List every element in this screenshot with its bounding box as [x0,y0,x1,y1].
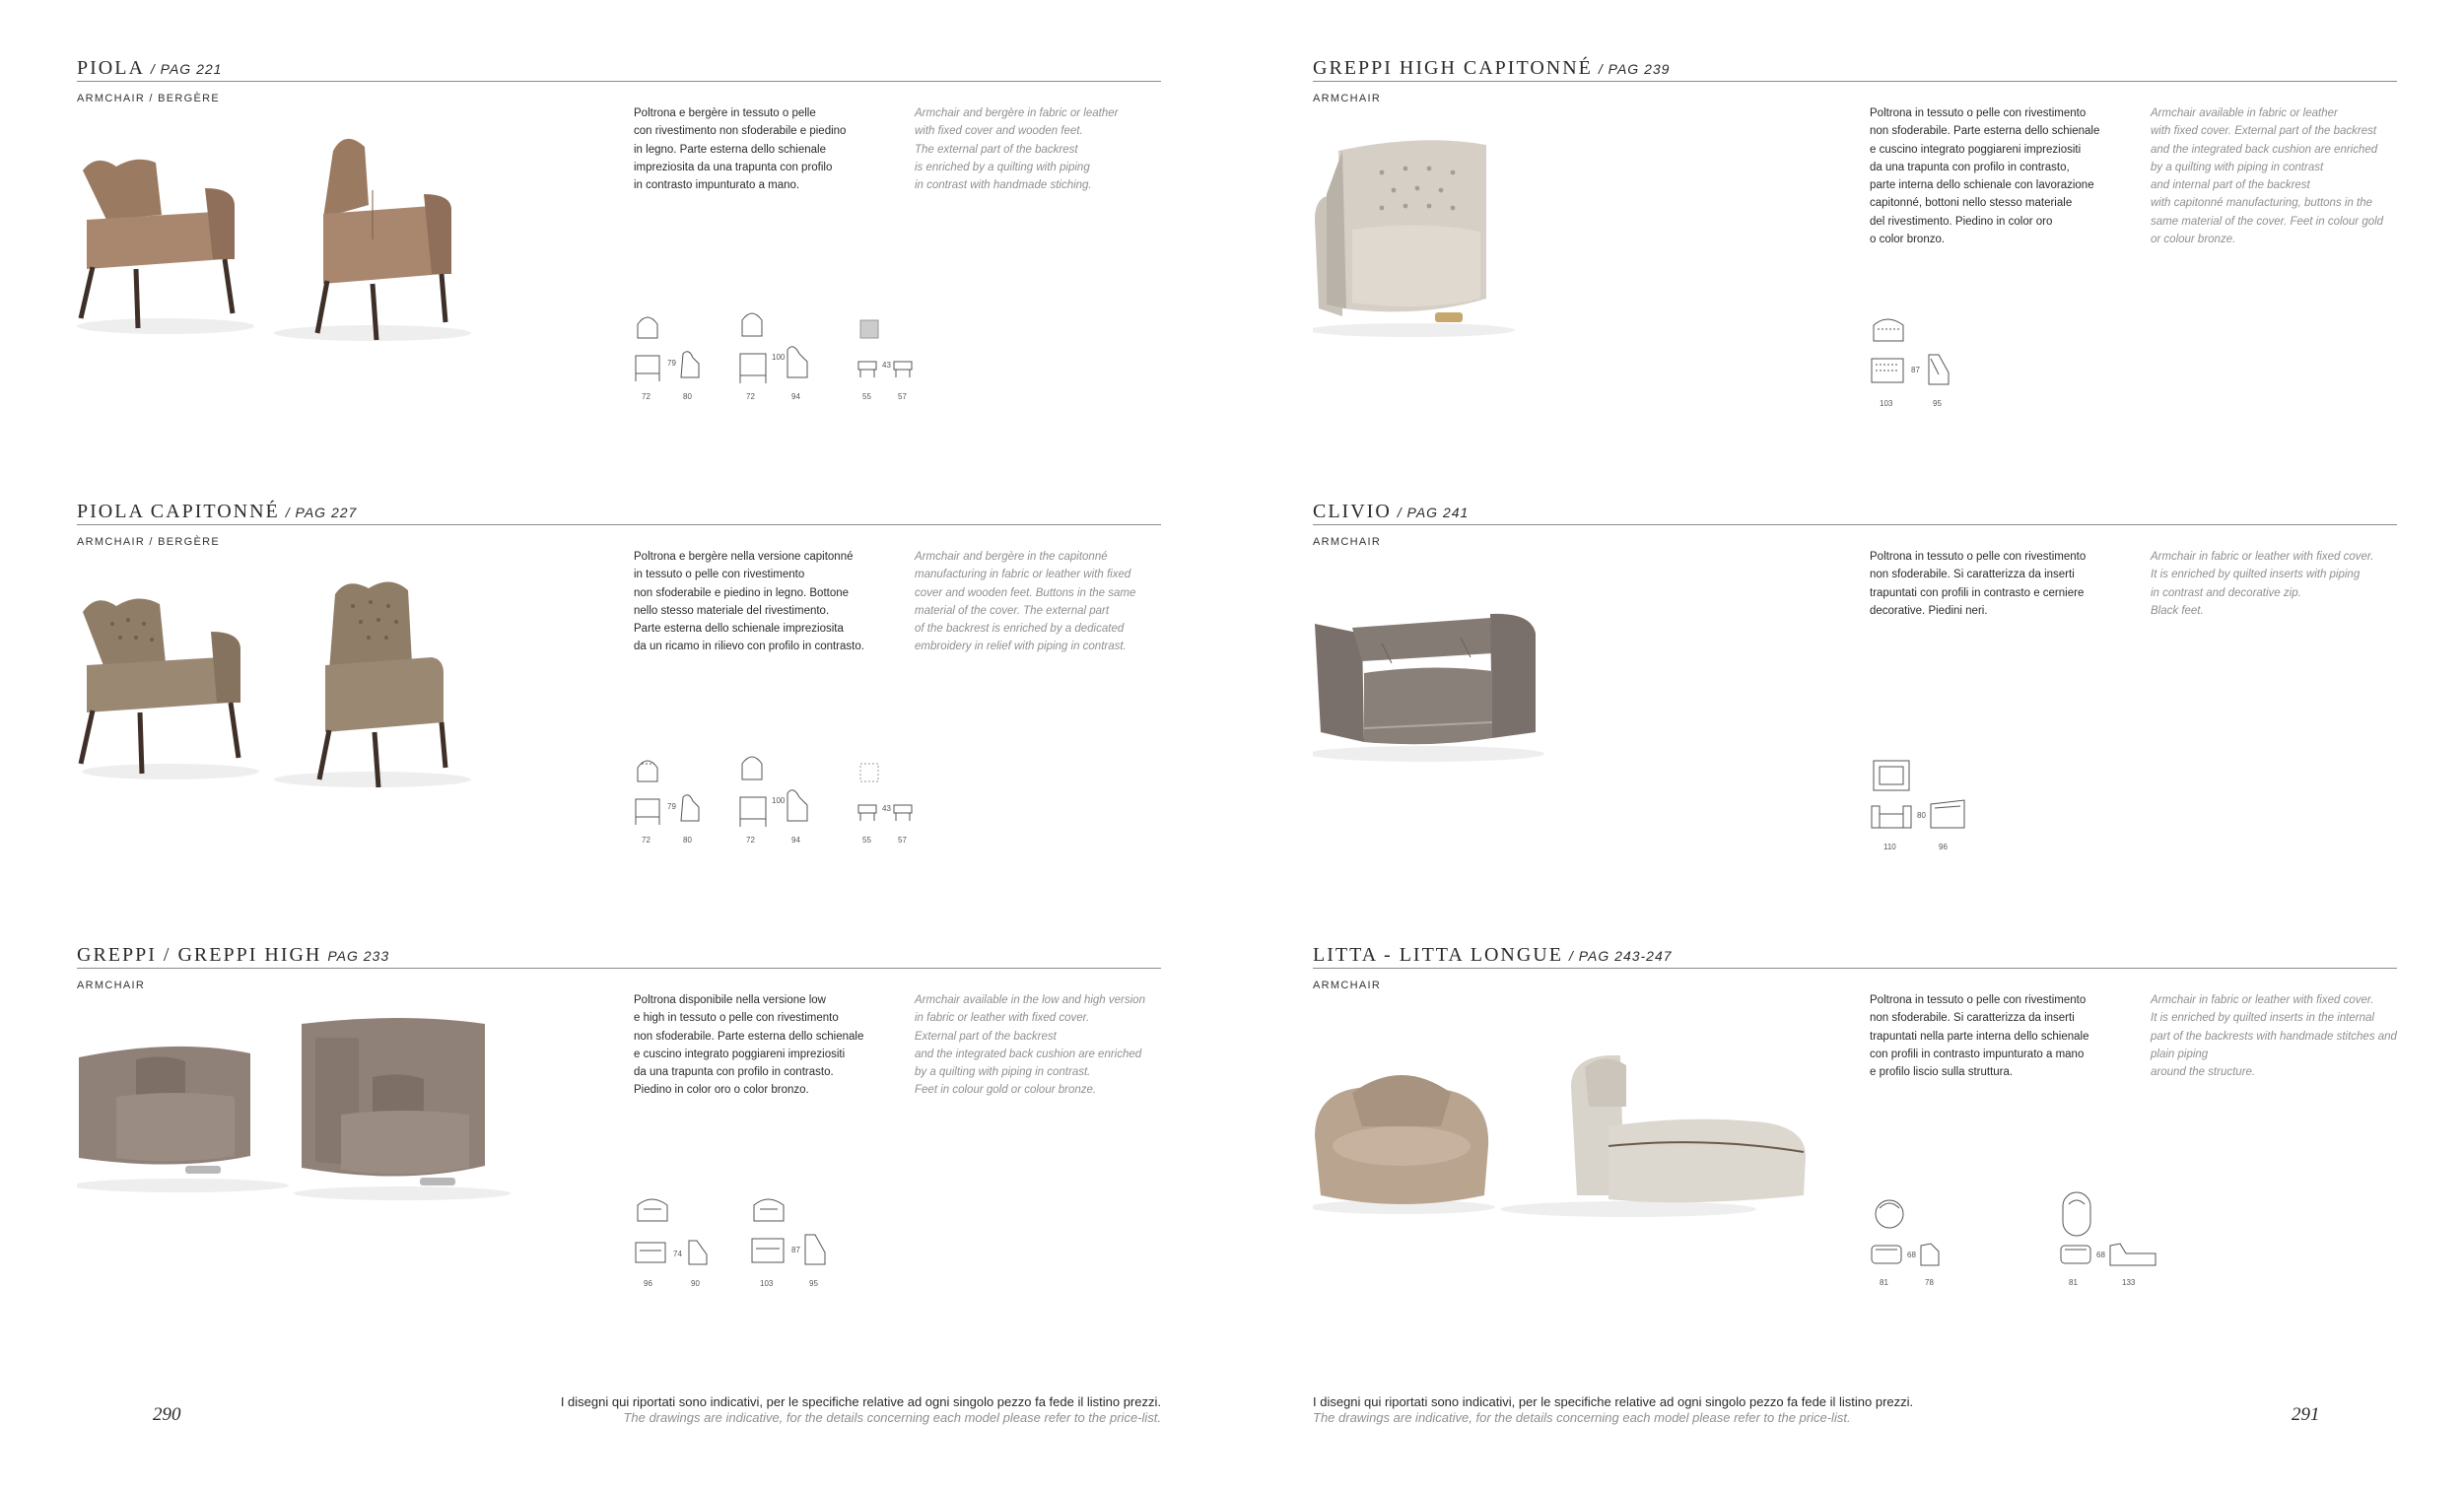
section-subtitle: ARMCHAIR [1313,980,1382,991]
section-subtitle: ARMCHAIR / BERGÈRE [77,93,221,104]
technical-drawings [1870,759,2284,867]
svg-text:72: 72 [642,836,650,845]
divider [1313,81,2397,82]
armchair-photo [1313,998,1845,1235]
svg-text:79: 79 [667,802,676,811]
svg-text:80: 80 [683,392,692,401]
section-subtitle: ARMCHAIR [1313,93,1382,104]
svg-text:95: 95 [1933,399,1942,408]
svg-text:100: 100 [772,796,786,805]
svg-text:57: 57 [898,392,907,401]
description-italian: Poltrona in tessuto o pelle con rivestimento non sfoderabile. Si caratterizza da inserti trapuntati con profili in contrasto e cerniere decorative. Piedini neri. [1870,551,2087,617]
product-photos [1313,998,1845,1235]
description-italian: Poltrona in tessuto o pelle con rivestimento non sfoderabile. Parte esterna dello schienale e cuscino integrato poggiareni impreziositi da una trapunta con profilo in contrasto, parte interna dello schienale con lavorazione capitonné, bottoni nello stesso materiale del rivestimento. Piedino in color oro o color bronzo. [1870,107,2100,246]
svg-text:72: 72 [746,392,755,401]
description-italian: Poltrona disponibile nella versione low e high in tessuto o pelle con rivestimento non sfoderabile. Parte esterna dello schienale e cuscino integrato poggiareni impreziositi da una trapunta con profilo in contrasto. Piedino in color oro o color bronzo. [634,994,864,1097]
svg-text:90: 90 [691,1279,700,1288]
footer-disclaimer-english: The drawings are indicative, for the details concerning each model please refer to the price-list. [623,1410,1161,1425]
svg-text:55: 55 [862,836,871,845]
section-title: LITTA - LITTA LONGUE / PAG 243-247 [1313,944,1673,966]
page-number-left: 290 [153,1404,181,1425]
armchair-photo [77,111,609,348]
section-subtitle: ARMCHAIR [77,980,146,991]
section-litta [1313,944,2397,1358]
section-title: PIOLA / PAG 221 [77,57,223,79]
dimension-drawings [1870,759,2284,867]
technical-drawings [1870,1190,2284,1299]
section-piola-capitonne [77,501,1161,914]
svg-text:80: 80 [683,836,692,845]
svg-text:43: 43 [882,361,891,370]
description-italian: Poltrona in tessuto o pelle con rivestimento non sfoderabile. Si caratterizza da inserti trapuntati nella parte interna dello schienale con profili in contrasto impunturato a mano e profilo liscio sulla struttura. [1870,994,2089,1079]
dimension-drawings [634,752,1048,860]
section-title: GREPPI / GREPPI HIGH PAG 233 [77,944,390,966]
product-photos [77,998,609,1235]
section-title: CLIVIO / PAG 241 [1313,501,1470,522]
svg-text:103: 103 [760,1279,774,1288]
section-title: GREPPI HIGH CAPITONNÉ / PAG 239 [1313,57,1671,79]
section-piola [77,57,1161,471]
page-number-right: 291 [2292,1404,2320,1425]
description-italian: Poltrona e bergère in tessuto o pelle con rivestimento non sfoderabile e piedino in legno. Parte esterna dello schienale impreziosita da una trapunta con profilo in contrasto impunturato a mano. [634,107,847,192]
svg-text:110: 110 [1883,843,1896,851]
svg-text:81: 81 [2069,1278,2078,1287]
divider [77,968,1161,969]
product-photos [1313,555,1845,791]
armchair-photo [77,555,609,791]
svg-text:68: 68 [2096,1251,2105,1259]
svg-text:55: 55 [862,392,871,401]
svg-text:78: 78 [1925,1278,1934,1287]
armchair-photo [77,998,609,1235]
product-photos [77,555,609,791]
armchair-photo [1313,555,1845,791]
technical-drawings [634,308,1048,417]
svg-text:57: 57 [898,836,907,845]
svg-text:87: 87 [1911,366,1920,374]
svg-text:79: 79 [667,359,676,368]
svg-text:43: 43 [882,804,891,813]
footer-disclaimer-italian-right: I disegni qui riportati sono indicativi, per le specifiche relative ad ogni singolo pezzo fa fede il listino prezzi. [1313,1394,1914,1409]
footer-disclaimer-english-right: The drawings are indicative, for the details concerning each model please refer to the price-list. [1313,1410,1851,1425]
technical-drawings [634,752,1048,860]
svg-text:94: 94 [791,836,800,845]
product-photos [77,111,609,348]
product-photos [1313,111,1845,348]
description-english: Armchair in fabric or leather with fixed cover. It is enriched by quilted inserts with piping in contrast and decorative zip. Black feet. [2151,551,2374,617]
svg-text:72: 72 [642,392,650,401]
svg-text:80: 80 [1917,811,1926,820]
section-greppi [77,944,1161,1358]
svg-text:87: 87 [791,1246,800,1254]
armchair-photo [1313,111,1845,348]
technical-drawings [1870,315,2284,424]
section-greppi-high-capitonne [1313,57,2397,471]
svg-text:95: 95 [809,1279,818,1288]
svg-text:96: 96 [1939,843,1948,851]
divider [1313,968,2397,969]
dimension-drawings [1870,1190,2284,1299]
svg-text:68: 68 [1907,1251,1916,1259]
svg-text:96: 96 [644,1279,652,1288]
description-english: Armchair in fabric or leather with fixed cover. It is enriched by quilted inserts in the internal part of the backrests with handmade stitches and plain piping around the structure. [2151,994,2397,1079]
svg-text:94: 94 [791,392,800,401]
svg-text:100: 100 [772,353,786,362]
divider [77,81,1161,82]
description-english: Armchair and bergère in fabric or leather with fixed cover and wooden feet. The external part of the backrest is enriched by a quilting with piping in contrast with handmade stiching. [915,107,1119,192]
dimension-drawings [634,308,1048,417]
description-english: Armchair and bergère in the capitonné manufacturing in fabric or leather with fixed cover and wooden feet. Buttons in the same material of the cover. The external part of the backrest is enriched by a dedicated embroidery in relief with piping in contrast. [915,551,1136,653]
svg-text:74: 74 [673,1250,682,1258]
svg-text:103: 103 [1880,399,1893,408]
svg-text:81: 81 [1880,1278,1888,1287]
svg-text:133: 133 [2122,1278,2136,1287]
description-italian: Poltrona e bergère nella versione capitonné in tessuto o pelle con rivestimento non sfoderabile e piedino in legno. Bottone nello stesso materiale del rivestimento. Parte esterna dello schienale impreziosita da un ricamo in rilievo con profilo in contrasto. [634,551,864,653]
section-title: PIOLA CAPITONNÉ / PAG 227 [77,501,358,522]
description-english: Armchair available in the low and high version in fabric or leather with fixed cover. External part of the backrest and the integrated back cushion are enriched by a quilting with piping in contrast. Feet in colour gold or colour bronze. [915,994,1145,1097]
description-english: Armchair available in fabric or leather with fixed cover. External part of the backrest and the integrated back cushion are enriched by a quilting with piping in contrast and internal part of the backrest with capitonné manufacturing, buttons in the same material of the cover. Feet in colour gold or colour bronze. [2151,107,2384,246]
section-subtitle: ARMCHAIR [1313,536,1382,548]
footer-disclaimer-italian: I disegni qui riportati sono indicativi, per le specifiche relative ad ogni singolo pezzo fa fede il listino prezzi. [560,1394,1161,1409]
technical-drawings [634,1195,1048,1304]
section-subtitle: ARMCHAIR / BERGÈRE [77,536,221,548]
divider [1313,524,2397,525]
section-clivio [1313,501,2397,914]
dimension-drawings [634,1195,1048,1304]
dimension-drawings [1870,315,2284,424]
divider [77,524,1161,525]
svg-text:72: 72 [746,836,755,845]
